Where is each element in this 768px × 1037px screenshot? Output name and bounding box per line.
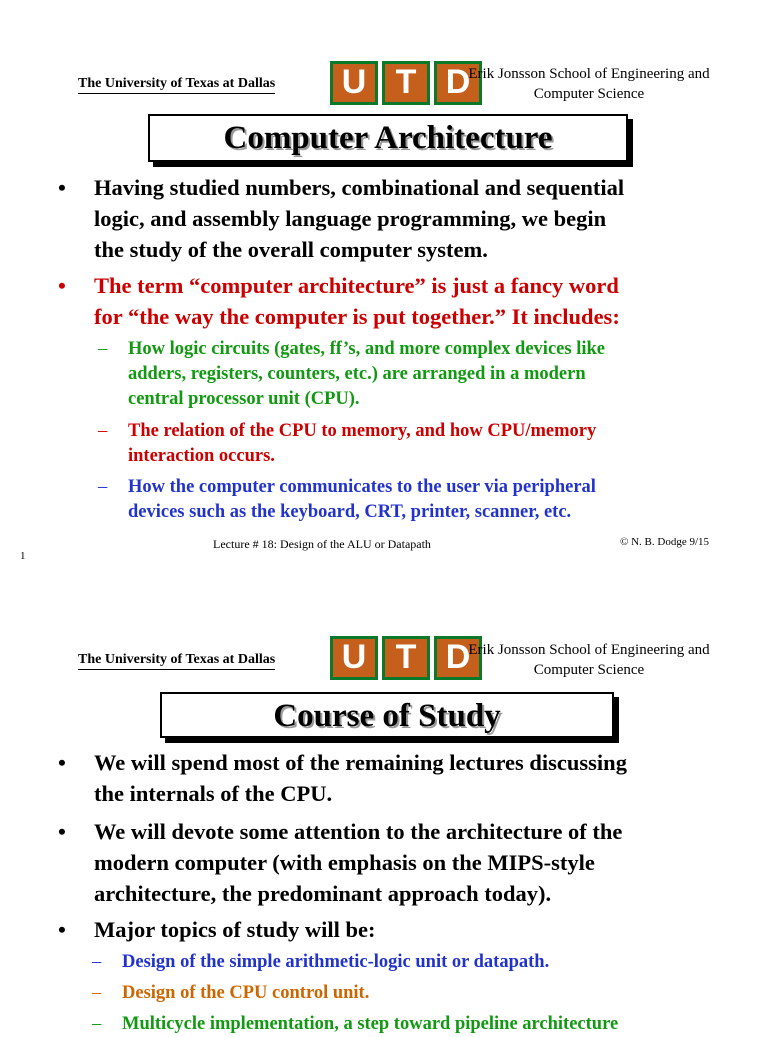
logo-letter-u: U	[330, 61, 378, 105]
sub-line: central processor unit (CPU).	[128, 389, 360, 409]
slide-2-sub-1	[92, 950, 768, 975]
bullet-mark: •	[58, 175, 66, 200]
school-line-2: Computer Science	[533, 86, 645, 102]
slide-1-bullet-1	[58, 172, 768, 265]
university-name: The University of Texas at Dallas	[78, 76, 275, 94]
slide-1-bullet-2	[58, 270, 768, 332]
bullet-mark: •	[58, 750, 66, 775]
slide-2-bullet-2	[58, 816, 768, 909]
school-line-1: Erik Jonsson School of Engineering and	[468, 642, 710, 658]
slide-1-page-number: 1	[20, 550, 26, 562]
slide-2-sub-2	[92, 981, 768, 1006]
bullet-mark: •	[58, 917, 66, 942]
bullet-line: We will spend most of the remaining lectures discussing	[94, 750, 627, 775]
slide-1-title: Computer Architecture	[148, 114, 628, 162]
sub-line: adders, registers, counters, etc.) are arranged in a modern	[128, 364, 586, 384]
school-name	[448, 64, 730, 104]
bullet-line: The term “computer architecture” is just a fancy word	[94, 273, 619, 298]
sub-line: Multicycle implementation, a step toward pipeline architecture	[122, 1014, 619, 1034]
school-name	[448, 640, 730, 680]
sub-mark: –	[92, 983, 102, 1003]
bullet-line: the internals of the CPU.	[94, 781, 333, 806]
bullet-line: modern computer (with emphasis on the MIPS-style	[94, 850, 595, 875]
school-line-1: Erik Jonsson School of Engineering and	[468, 66, 710, 82]
sub-mark: –	[98, 477, 108, 497]
bullet-line: logic, and assembly language programming, we begin	[94, 206, 607, 231]
sub-mark: –	[98, 339, 108, 359]
slide-1-copyright: © N. B. Dodge 9/15	[620, 536, 710, 548]
sub-mark: –	[92, 1014, 102, 1034]
bullet-mark: •	[58, 273, 66, 298]
bullet-line: We will devote some attention to the architecture of the	[94, 819, 623, 844]
school-line-2: Computer Science	[533, 662, 645, 678]
slide-1-sub-2	[98, 419, 768, 469]
sub-line: How the computer communicates to the user via peripheral	[128, 477, 596, 497]
logo-letter-t: T	[382, 61, 430, 105]
sub-line: Design of the CPU control unit.	[122, 983, 370, 1003]
slide-2-sub-3	[92, 1012, 768, 1037]
bullet-mark: •	[58, 819, 66, 844]
slide-1-sub-1	[98, 337, 768, 412]
sub-line: interaction occurs.	[128, 446, 275, 466]
slide-2-title: Course of Study	[160, 692, 614, 738]
bullet-line: architecture, the predominant approach today).	[94, 881, 552, 906]
bullet-line: Major topics of study will be:	[94, 917, 376, 942]
slide-1-footer: Lecture # 18: Design of the ALU or Datapath	[213, 537, 431, 551]
bullet-line: Having studied numbers, combinational and sequential	[94, 175, 625, 200]
logo-letter-d: D	[434, 636, 482, 680]
logo-letter-d: D	[434, 61, 482, 105]
logo-letter-u: U	[330, 636, 378, 680]
slide-2-bullet-3	[58, 914, 768, 945]
university-name: The University of Texas at Dallas	[78, 652, 275, 670]
sub-line: The relation of the CPU to memory, and how CPU/memory	[128, 421, 597, 441]
bullet-line: for “the way the computer is put together.” It includes:	[94, 304, 620, 329]
sub-line: How logic circuits (gates, ff’s, and more complex devices like	[128, 339, 605, 359]
slide-2-bullet-1	[58, 747, 768, 809]
sub-line: Design of the simple arithmetic-logic unit or datapath.	[122, 952, 550, 972]
slide-1-sub-3	[98, 475, 768, 525]
sub-mark: –	[92, 952, 102, 972]
sub-line: devices such as the keyboard, CRT, printer, scanner, etc.	[128, 502, 572, 522]
logo-letter-t: T	[382, 636, 430, 680]
sub-mark: –	[98, 421, 108, 441]
bullet-line: the study of the overall computer system.	[94, 237, 488, 262]
